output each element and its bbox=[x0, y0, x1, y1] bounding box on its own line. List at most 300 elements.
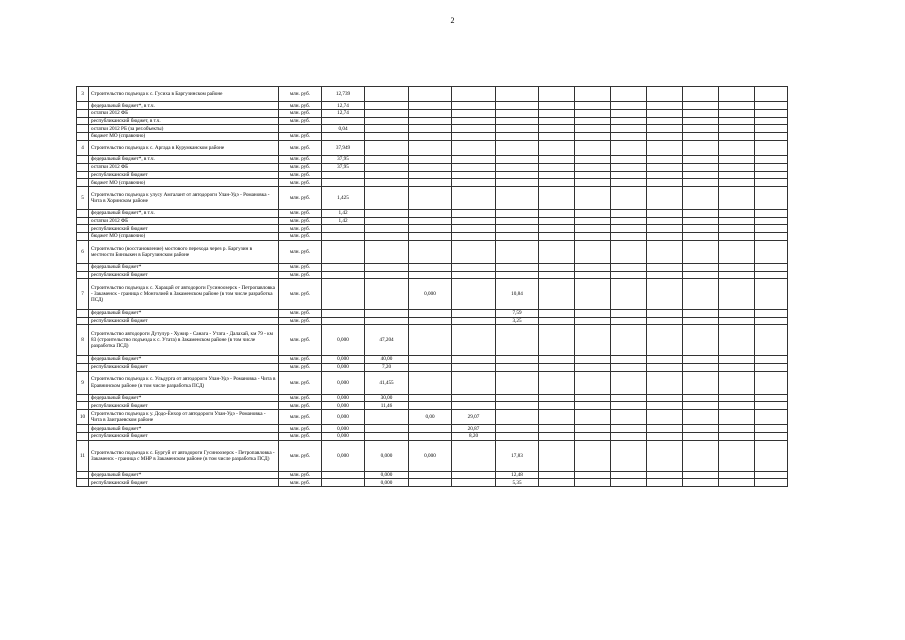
value-cell-3 bbox=[409, 425, 452, 433]
unit-cell: млн. руб. bbox=[279, 402, 322, 410]
empty-cell bbox=[755, 471, 788, 479]
empty-cell bbox=[719, 217, 755, 225]
value-cell-3 bbox=[409, 433, 452, 441]
value-cell-5 bbox=[496, 240, 539, 263]
value-cell-2 bbox=[365, 110, 409, 118]
empty-cell bbox=[611, 440, 647, 471]
item-name-cell: федеральный бюджет* bbox=[89, 471, 279, 479]
unit-cell: млн. руб. bbox=[279, 310, 322, 318]
empty-cell bbox=[719, 279, 755, 310]
unit-cell: млн. руб. bbox=[279, 117, 322, 125]
empty-cell bbox=[683, 479, 719, 487]
empty-cell bbox=[575, 163, 611, 171]
value-cell-4 bbox=[452, 440, 496, 471]
empty-cell bbox=[575, 179, 611, 187]
empty-cell bbox=[755, 133, 788, 141]
empty-cell bbox=[647, 217, 683, 225]
item-name-cell: республиканский бюджет bbox=[89, 271, 279, 279]
table-row bbox=[77, 410, 788, 425]
item-name-cell: Строительство автодороги Дутулур - Хужир - Санага - Утата - Далахай, км 79 - км 83 (строительство подъезда к с. Утата) в Закаменском районе (в том числе разработка ПСД) bbox=[89, 325, 279, 356]
value-cell-3 bbox=[409, 125, 452, 133]
unit-cell: млн. руб. bbox=[279, 217, 322, 225]
value-cell-4 bbox=[452, 186, 496, 209]
value-cell-5 bbox=[496, 233, 539, 241]
value-cell-5 bbox=[496, 133, 539, 141]
empty-cell bbox=[683, 117, 719, 125]
empty-cell bbox=[575, 433, 611, 441]
unit-cell: млн. руб. bbox=[279, 110, 322, 118]
value-cell-3 bbox=[409, 87, 452, 102]
value-cell-6 bbox=[539, 117, 575, 125]
value-cell-6 bbox=[539, 317, 575, 325]
empty-cell bbox=[575, 125, 611, 133]
value-cell-5 bbox=[496, 356, 539, 364]
table-row bbox=[77, 310, 788, 318]
empty-cell bbox=[719, 233, 755, 241]
row-number-cell bbox=[77, 171, 89, 179]
empty-cell bbox=[611, 410, 647, 425]
empty-cell bbox=[611, 433, 647, 441]
value-cell-3 bbox=[409, 240, 452, 263]
empty-cell bbox=[647, 425, 683, 433]
empty-cell bbox=[755, 233, 788, 241]
row-number-cell: 5 bbox=[77, 186, 89, 209]
value-cell-2: 11,46 bbox=[365, 402, 409, 410]
value-cell-1 bbox=[322, 240, 365, 263]
value-cell-6 bbox=[539, 279, 575, 310]
value-cell-1: 12,74 bbox=[322, 110, 365, 118]
empty-cell bbox=[755, 163, 788, 171]
value-cell-6 bbox=[539, 163, 575, 171]
empty-cell bbox=[575, 225, 611, 233]
unit-cell: млн. руб. bbox=[279, 425, 322, 433]
value-cell-1 bbox=[322, 225, 365, 233]
empty-cell bbox=[647, 240, 683, 263]
value-cell-4 bbox=[452, 125, 496, 133]
value-cell-1 bbox=[322, 117, 365, 125]
table-row bbox=[77, 110, 788, 118]
value-cell-3 bbox=[409, 371, 452, 394]
value-cell-6 bbox=[539, 102, 575, 110]
empty-cell bbox=[719, 125, 755, 133]
table-row bbox=[77, 279, 788, 310]
value-cell-6 bbox=[539, 325, 575, 356]
empty-cell bbox=[611, 225, 647, 233]
empty-cell bbox=[755, 402, 788, 410]
value-cell-5: 10,84 bbox=[496, 279, 539, 310]
value-cell-1: 0,000 bbox=[322, 371, 365, 394]
value-cell-5: 3,25 bbox=[496, 317, 539, 325]
value-cell-6 bbox=[539, 433, 575, 441]
empty-cell bbox=[575, 410, 611, 425]
empty-cell bbox=[575, 425, 611, 433]
row-number-cell bbox=[77, 363, 89, 371]
value-cell-1: 1,42 bbox=[322, 210, 365, 218]
empty-cell bbox=[611, 102, 647, 110]
empty-cell bbox=[611, 317, 647, 325]
empty-cell bbox=[683, 356, 719, 364]
item-name-cell: Строительство подъезда к с. Бургуй от автодороги Гусиноозерск - Петропавловка - Закаменск - граница с МНР в Закаменском районе (в том числе разработка ПСД) bbox=[89, 440, 279, 471]
empty-cell bbox=[647, 371, 683, 394]
empty-cell bbox=[719, 425, 755, 433]
row-number-cell bbox=[77, 479, 89, 487]
value-cell-4 bbox=[452, 87, 496, 102]
empty-cell bbox=[683, 240, 719, 263]
table-row bbox=[77, 102, 788, 110]
unit-cell: млн. руб. bbox=[279, 394, 322, 402]
value-cell-5 bbox=[496, 102, 539, 110]
empty-cell bbox=[611, 479, 647, 487]
empty-cell bbox=[647, 171, 683, 179]
unit-cell: млн. руб. bbox=[279, 263, 322, 271]
unit-cell: млн. руб. bbox=[279, 410, 322, 425]
value-cell-2 bbox=[365, 233, 409, 241]
value-cell-1 bbox=[322, 279, 365, 310]
value-cell-4 bbox=[452, 156, 496, 164]
row-number-cell: 8 bbox=[77, 325, 89, 356]
value-cell-1 bbox=[322, 271, 365, 279]
unit-cell: млн. руб. bbox=[279, 179, 322, 187]
value-cell-1: 0,000 bbox=[322, 440, 365, 471]
value-cell-6 bbox=[539, 410, 575, 425]
value-cell-6 bbox=[539, 171, 575, 179]
value-cell-6 bbox=[539, 440, 575, 471]
value-cell-5 bbox=[496, 125, 539, 133]
value-cell-2 bbox=[365, 240, 409, 263]
empty-cell bbox=[611, 402, 647, 410]
item-name-cell: республиканский бюджет bbox=[89, 317, 279, 325]
value-cell-5 bbox=[496, 425, 539, 433]
empty-cell bbox=[683, 210, 719, 218]
value-cell-1: 1,42 bbox=[322, 217, 365, 225]
value-cell-2: 7,20 bbox=[365, 363, 409, 371]
table-row bbox=[77, 271, 788, 279]
empty-cell bbox=[683, 125, 719, 133]
value-cell-6 bbox=[539, 425, 575, 433]
unit-cell: млн. руб. bbox=[279, 210, 322, 218]
value-cell-6 bbox=[539, 179, 575, 187]
empty-cell bbox=[719, 210, 755, 218]
empty-cell bbox=[647, 140, 683, 155]
empty-cell bbox=[611, 240, 647, 263]
empty-cell bbox=[647, 102, 683, 110]
empty-cell bbox=[719, 363, 755, 371]
value-cell-4 bbox=[452, 479, 496, 487]
empty-cell bbox=[683, 87, 719, 102]
value-cell-6 bbox=[539, 125, 575, 133]
empty-cell bbox=[719, 133, 755, 141]
empty-cell bbox=[683, 394, 719, 402]
table-row bbox=[77, 479, 788, 487]
row-number-cell bbox=[77, 317, 89, 325]
empty-cell bbox=[647, 163, 683, 171]
value-cell-4 bbox=[452, 233, 496, 241]
table-row bbox=[77, 179, 788, 187]
empty-cell bbox=[719, 171, 755, 179]
empty-cell bbox=[755, 186, 788, 209]
value-cell-6 bbox=[539, 371, 575, 394]
empty-cell bbox=[575, 271, 611, 279]
value-cell-6 bbox=[539, 394, 575, 402]
empty-cell bbox=[755, 225, 788, 233]
empty-cell bbox=[683, 186, 719, 209]
value-cell-1: 37,95 bbox=[322, 156, 365, 164]
value-cell-3: 0,000 bbox=[409, 279, 452, 310]
empty-cell bbox=[683, 410, 719, 425]
unit-cell: млн. руб. bbox=[279, 433, 322, 441]
value-cell-5 bbox=[496, 156, 539, 164]
item-name-cell: остатки 2012 ФБ bbox=[89, 163, 279, 171]
row-number-cell: 3 bbox=[77, 87, 89, 102]
empty-cell bbox=[683, 225, 719, 233]
value-cell-1: 37,95 bbox=[322, 163, 365, 171]
empty-cell bbox=[683, 140, 719, 155]
value-cell-3 bbox=[409, 186, 452, 209]
empty-cell bbox=[575, 394, 611, 402]
value-cell-1 bbox=[322, 233, 365, 241]
item-name-cell: федеральный бюджет*, в т.ч. bbox=[89, 102, 279, 110]
unit-cell: млн. руб. bbox=[279, 471, 322, 479]
value-cell-4 bbox=[452, 402, 496, 410]
value-cell-5 bbox=[496, 271, 539, 279]
empty-cell bbox=[611, 263, 647, 271]
empty-cell bbox=[575, 171, 611, 179]
empty-cell bbox=[683, 363, 719, 371]
table-row bbox=[77, 394, 788, 402]
empty-cell bbox=[719, 163, 755, 171]
table-row bbox=[77, 356, 788, 364]
empty-cell bbox=[683, 433, 719, 441]
empty-cell bbox=[719, 225, 755, 233]
item-name-cell: Строительство подъезда к у. Додо-Ёнхор от автодороги Улан-Удэ - Романовка - Чита в Заиграевском районе bbox=[89, 410, 279, 425]
row-number-cell bbox=[77, 394, 89, 402]
unit-cell: млн. руб. bbox=[279, 371, 322, 394]
value-cell-2: 40,00 bbox=[365, 356, 409, 364]
page-number: 2 bbox=[450, 16, 455, 25]
value-cell-1 bbox=[322, 317, 365, 325]
value-cell-4 bbox=[452, 210, 496, 218]
value-cell-4 bbox=[452, 163, 496, 171]
empty-cell bbox=[647, 263, 683, 271]
value-cell-3 bbox=[409, 110, 452, 118]
value-cell-2 bbox=[365, 179, 409, 187]
table-row bbox=[77, 325, 788, 356]
value-cell-5 bbox=[496, 117, 539, 125]
unit-cell: млн. руб. bbox=[279, 102, 322, 110]
empty-cell bbox=[647, 310, 683, 318]
value-cell-1: 12,739 bbox=[322, 87, 365, 102]
empty-cell bbox=[647, 356, 683, 364]
empty-cell bbox=[755, 140, 788, 155]
value-cell-3 bbox=[409, 163, 452, 171]
value-cell-4 bbox=[452, 394, 496, 402]
empty-cell bbox=[755, 263, 788, 271]
value-cell-5 bbox=[496, 140, 539, 155]
unit-cell: млн. руб. bbox=[279, 325, 322, 356]
value-cell-3 bbox=[409, 102, 452, 110]
row-number-cell: 7 bbox=[77, 279, 89, 310]
empty-cell bbox=[611, 233, 647, 241]
row-number-cell bbox=[77, 110, 89, 118]
empty-cell bbox=[647, 110, 683, 118]
empty-cell bbox=[683, 110, 719, 118]
value-cell-6 bbox=[539, 363, 575, 371]
item-name-cell: федеральный бюджет*, в т.ч. bbox=[89, 210, 279, 218]
unit-cell: млн. руб. bbox=[279, 279, 322, 310]
empty-cell bbox=[683, 310, 719, 318]
value-cell-1 bbox=[322, 179, 365, 187]
empty-cell bbox=[611, 471, 647, 479]
empty-cell bbox=[719, 433, 755, 441]
empty-cell bbox=[719, 410, 755, 425]
table-row bbox=[77, 156, 788, 164]
value-cell-6 bbox=[539, 471, 575, 479]
empty-cell bbox=[755, 325, 788, 356]
empty-cell bbox=[719, 87, 755, 102]
value-cell-2 bbox=[365, 87, 409, 102]
table-row bbox=[77, 186, 788, 209]
value-cell-2: 0,000 bbox=[365, 471, 409, 479]
value-cell-5 bbox=[496, 225, 539, 233]
value-cell-4: 29,07 bbox=[452, 410, 496, 425]
empty-cell bbox=[611, 356, 647, 364]
empty-cell bbox=[719, 317, 755, 325]
value-cell-1: 12,74 bbox=[322, 102, 365, 110]
value-cell-5 bbox=[496, 371, 539, 394]
unit-cell: млн. руб. bbox=[279, 163, 322, 171]
value-cell-2 bbox=[365, 310, 409, 318]
value-cell-1: 1,425 bbox=[322, 186, 365, 209]
value-cell-2 bbox=[365, 425, 409, 433]
value-cell-4 bbox=[452, 117, 496, 125]
empty-cell bbox=[719, 140, 755, 155]
value-cell-5 bbox=[496, 171, 539, 179]
value-cell-4 bbox=[452, 217, 496, 225]
empty-cell bbox=[755, 210, 788, 218]
value-cell-2 bbox=[365, 271, 409, 279]
table-row bbox=[77, 217, 788, 225]
item-name-cell: федеральный бюджет* bbox=[89, 263, 279, 271]
row-number-cell bbox=[77, 356, 89, 364]
unit-cell: млн. руб. bbox=[279, 363, 322, 371]
empty-cell bbox=[611, 425, 647, 433]
value-cell-3 bbox=[409, 156, 452, 164]
empty-cell bbox=[719, 110, 755, 118]
empty-cell bbox=[719, 240, 755, 263]
empty-cell bbox=[647, 233, 683, 241]
unit-cell: млн. руб. bbox=[279, 479, 322, 487]
empty-cell bbox=[575, 133, 611, 141]
value-cell-2 bbox=[365, 210, 409, 218]
empty-cell bbox=[755, 317, 788, 325]
value-cell-6 bbox=[539, 310, 575, 318]
item-name-cell: федеральный бюджет*, в т.ч. bbox=[89, 156, 279, 164]
empty-cell bbox=[611, 394, 647, 402]
value-cell-4 bbox=[452, 356, 496, 364]
unit-cell: млн. руб. bbox=[279, 271, 322, 279]
item-name-cell: республиканский бюджет bbox=[89, 479, 279, 487]
value-cell-3 bbox=[409, 471, 452, 479]
value-cell-5 bbox=[496, 179, 539, 187]
empty-cell bbox=[575, 371, 611, 394]
empty-cell bbox=[755, 271, 788, 279]
value-cell-6 bbox=[539, 140, 575, 155]
unit-cell: млн. руб. bbox=[279, 140, 322, 155]
value-cell-3 bbox=[409, 140, 452, 155]
empty-cell bbox=[647, 225, 683, 233]
empty-cell bbox=[575, 102, 611, 110]
value-cell-2 bbox=[365, 125, 409, 133]
empty-cell bbox=[755, 87, 788, 102]
empty-cell bbox=[575, 471, 611, 479]
value-cell-2 bbox=[365, 156, 409, 164]
empty-cell bbox=[683, 163, 719, 171]
item-name-cell: федеральный бюджет* bbox=[89, 394, 279, 402]
empty-cell bbox=[719, 402, 755, 410]
empty-cell bbox=[755, 394, 788, 402]
value-cell-3 bbox=[409, 210, 452, 218]
value-cell-2 bbox=[365, 263, 409, 271]
empty-cell bbox=[683, 402, 719, 410]
table-row bbox=[77, 233, 788, 241]
empty-cell bbox=[611, 133, 647, 141]
unit-cell: млн. руб. bbox=[279, 240, 322, 263]
empty-cell bbox=[683, 233, 719, 241]
unit-cell: млн. руб. bbox=[279, 156, 322, 164]
empty-cell bbox=[647, 440, 683, 471]
value-cell-5 bbox=[496, 402, 539, 410]
empty-cell bbox=[719, 156, 755, 164]
row-number-cell bbox=[77, 225, 89, 233]
item-name-cell: бюджет МО (справочно) bbox=[89, 133, 279, 141]
value-cell-6 bbox=[539, 133, 575, 141]
unit-cell: млн. руб. bbox=[279, 317, 322, 325]
table-row bbox=[77, 433, 788, 441]
empty-cell bbox=[683, 171, 719, 179]
value-cell-6 bbox=[539, 210, 575, 218]
row-number-cell bbox=[77, 156, 89, 164]
row-number-cell bbox=[77, 433, 89, 441]
value-cell-3 bbox=[409, 171, 452, 179]
value-cell-4 bbox=[452, 110, 496, 118]
row-number-cell: 10 bbox=[77, 410, 89, 425]
item-name-cell: остатки 2012 РБ (за рег.объекты) bbox=[89, 125, 279, 133]
empty-cell bbox=[611, 210, 647, 218]
value-cell-6 bbox=[539, 217, 575, 225]
value-cell-5 bbox=[496, 163, 539, 171]
unit-cell: млн. руб. bbox=[279, 133, 322, 141]
empty-cell bbox=[647, 156, 683, 164]
value-cell-1 bbox=[322, 471, 365, 479]
value-cell-2 bbox=[365, 317, 409, 325]
unit-cell: млн. руб. bbox=[279, 171, 322, 179]
value-cell-3: 0,00 bbox=[409, 410, 452, 425]
value-cell-5: 17,83 bbox=[496, 440, 539, 471]
item-name-cell: Строительство подъезда к с. Аргада в Курумканском районе bbox=[89, 140, 279, 155]
empty-cell bbox=[755, 425, 788, 433]
row-number-cell: 11 bbox=[77, 440, 89, 471]
empty-cell bbox=[683, 279, 719, 310]
value-cell-2 bbox=[365, 279, 409, 310]
row-number-cell bbox=[77, 425, 89, 433]
empty-cell bbox=[575, 240, 611, 263]
empty-cell bbox=[755, 156, 788, 164]
value-cell-5 bbox=[496, 87, 539, 102]
empty-cell bbox=[755, 371, 788, 394]
empty-cell bbox=[611, 217, 647, 225]
value-cell-4 bbox=[452, 240, 496, 263]
empty-cell bbox=[647, 433, 683, 441]
